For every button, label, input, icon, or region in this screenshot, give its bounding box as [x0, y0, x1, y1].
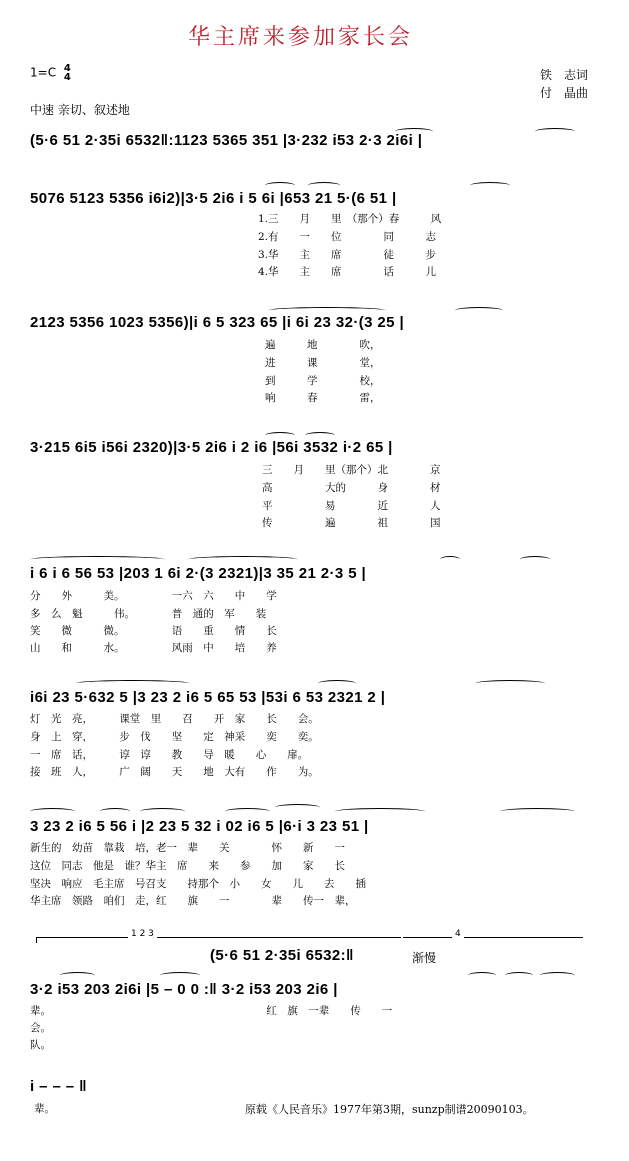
notation-line-6: i6i 23 5·632 5 |3 23 2 i6 5 65 53 |53i 6 53 2321 2 |: [30, 689, 386, 706]
time-top: 4: [63, 63, 71, 74]
tie-arc: [505, 972, 533, 979]
tie-arc: [318, 680, 356, 687]
tie-arc: [455, 307, 503, 314]
tie-arc: [30, 556, 165, 563]
tie-arc: [335, 808, 425, 815]
lyric-verse-2: 会。: [30, 1022, 51, 1034]
tie-arc: [470, 182, 510, 189]
lyric-verse-1: 灯 光 亮， 课堂 里 召 开 家 长 会。: [30, 713, 319, 725]
lyric-verse-2: 多 么 魁 伟。 普 通的 军 装: [30, 608, 267, 620]
lyric-verse-1: 遍 地 吹，: [265, 339, 381, 351]
tie-arc: [540, 972, 575, 979]
tie-arc: [468, 972, 496, 979]
tie-arc: [160, 972, 200, 979]
tie-arc: [268, 307, 386, 314]
lyric-verse-3: 3.华 主 席 徒 步: [258, 249, 437, 261]
lyric-verse-1: 新生的 幼苗 靠栽 培，老一 辈 关 怀 新 一: [30, 842, 345, 854]
time-bottom: 4: [63, 72, 71, 83]
notation-line-9: i – – – ‖: [30, 1078, 87, 1095]
lyric-verse-4: 响 春 雷，: [265, 392, 381, 404]
song-title: 华主席来参加家长会: [188, 25, 414, 50]
tie-arc: [275, 804, 320, 811]
lyric-verse-2: 高 大的 身 材: [262, 482, 441, 494]
lyric-verse-1: 三 月 里（那个）北 京: [262, 464, 441, 476]
notation-line-7: 3 23 2 i6 5 56 i |2 23 5 32 i 02 i6 5 |6·i 3 23 51 |: [30, 818, 369, 835]
time-signature: [64, 64, 71, 82]
tie-arc: [265, 182, 295, 189]
lyric-verse-4: 4.华 主 席 话 儿: [258, 266, 437, 278]
lyric-verse-2: 身 上 穿， 步 伐 坚 定 神采 奕 奕。: [30, 731, 319, 743]
volta-2-label: 4: [452, 929, 464, 939]
tie-arc: [225, 808, 270, 815]
tie-arc: [100, 808, 130, 815]
tie-arc: [440, 556, 460, 563]
tie-arc: [140, 808, 185, 815]
key-label: 1=C: [30, 65, 57, 80]
lyric-verse-3: 到 学 校，: [265, 375, 381, 387]
tie-arc: [500, 808, 575, 815]
lyric-verse-4: 山 和 水。 风雨 中 培 养: [30, 642, 277, 654]
notation-line-3: 2123 5356 1023 5356)|i 6 5 323 65 |i 6i 23 32·(3 25 |: [30, 314, 405, 331]
volta-1-label: 1 2 3: [128, 929, 157, 939]
tie-arc: [535, 128, 575, 135]
tie-arc: [308, 182, 340, 189]
tie-arc: [75, 680, 190, 687]
notation-line-4: 3·215 6i5 i56i 2320)|3·5 2i6 i 2 i6 |56i 3532 i·2 65 |: [30, 439, 393, 456]
tie-arc: [395, 128, 433, 135]
lyric-verse-2: 2.有 一 位 同 志: [258, 231, 437, 243]
slow-marking: 渐慢: [412, 951, 437, 965]
lyric-verse-1: 1.三 月 里 （那个）春 风: [258, 213, 442, 225]
source-note: 原载《人民音乐》1977年第3期，sunzp制谱20090103。: [245, 1103, 534, 1116]
lyric-verse-2: 进 课 堂，: [265, 357, 381, 369]
interlude-line: (5·6 51 2·35i 6532:‖: [210, 947, 354, 964]
lyric-verse-4: 传 遍 祖 国: [262, 517, 441, 529]
tie-arc: [188, 556, 298, 563]
notation-line-1: (5·6 51 2·35i 6532‖:1123 5365 351 |3·232 i53 2·3 2i6i |: [30, 132, 423, 149]
tie-arc: [30, 808, 75, 815]
lyric-verse-1: 分 外 美。 一六 六 中 学: [30, 590, 277, 602]
tempo-marking: 中速 亲切、叙述地: [30, 103, 130, 117]
tie-arc: [520, 556, 550, 563]
key-signature: [30, 64, 71, 82]
tie-arc: [60, 972, 95, 979]
lyric-verse-1: 辈。: [34, 1103, 55, 1115]
lyric-verse-3: 坚决 响应 毛主席 号召支 持那个 小 女 儿 去 插: [30, 878, 366, 890]
lyric-verse-4: 接 班 人， 广 阔 天 地 大有 作 为。: [30, 766, 319, 778]
volta-bracket-1: [36, 937, 401, 938]
lyric-verse-1: 辈。 红 旗 一辈 传 一: [30, 1005, 393, 1017]
volta-bracket-1-end: [36, 937, 37, 943]
tie-arc: [265, 432, 295, 439]
composer-credit: 付 晶曲: [540, 86, 589, 100]
notation-line-2: 5076 5123 5356 i6i2)|3·5 2i6 i 5 6i |653 21 5·(6 51 |: [30, 190, 397, 207]
lyric-verse-2: 这位 同志 他是 谁？华主 席 来 参 加 家 长: [30, 860, 345, 872]
lyricist-credit: 铁 志词: [540, 68, 589, 82]
volta-bracket-2: [403, 937, 583, 938]
lyric-verse-3: 一 席 话， 谆 谆 教 导 暖 心 扉。: [30, 749, 309, 761]
lyric-verse-3: 笑 微 微。 语 重 情 长: [30, 625, 277, 637]
notation-line-5: i 6 i 6 56 53 |203 1 6i 2·(3 2321)|3 35 21 2·3 5 |: [30, 565, 367, 582]
tie-arc: [305, 432, 335, 439]
tie-arc: [475, 680, 545, 687]
lyric-verse-3: 队。: [30, 1039, 51, 1051]
lyric-verse-3: 平 易 近 人: [262, 500, 441, 512]
lyric-verse-4: 华主席 领路 咱们 走，红 旗 一 辈 传一 辈，: [30, 895, 356, 907]
notation-line-8: 3·2 i53 203 2i6i |5 – 0 0 :‖ 3·2 i53 203 2i6 |: [30, 981, 338, 998]
